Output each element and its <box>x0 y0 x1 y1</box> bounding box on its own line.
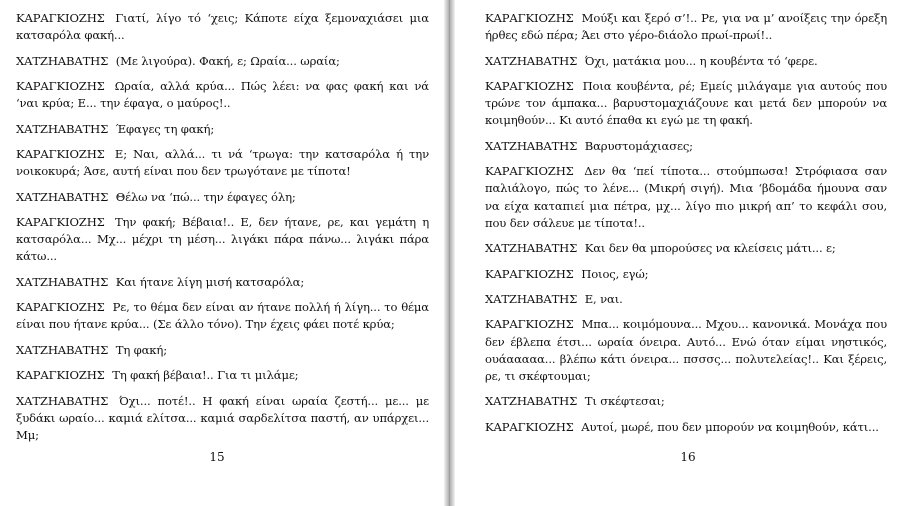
speaker-name: ΧΑΤΖΗΑΒΑΤΗΣ <box>16 189 109 204</box>
speaker-name: ΧΑΤΖΗΑΒΑΤΗΣ <box>485 241 578 256</box>
dialogue-line <box>485 138 887 155</box>
right-page-text <box>485 10 887 444</box>
speaker-name: ΚΑΡΑΓΚΙΟΖΗΣ <box>16 78 105 93</box>
dialogue-line <box>485 266 887 283</box>
speaker-name: ΚΑΡΑΓΚΙΟΖΗΣ <box>485 419 574 434</box>
dialogue-text: Ε; Ναι, αλλά... τι νά ‘τρωγα: την κατσαρόλα ή την νοικοκυρά; Άσε, αυτή είναι που δεν τρωγότανε με τίποτα! <box>16 146 429 179</box>
dialogue-line <box>485 419 887 436</box>
dialogue-text: Και ήτανε λίγη μισή κατσαρόλα; <box>115 274 305 289</box>
speaker-name: ΧΑΤΖΗΑΒΑΤΗΣ <box>485 291 578 306</box>
dialogue-line <box>16 299 429 333</box>
page-number: 15 <box>209 450 225 464</box>
dialogue-line <box>485 10 887 44</box>
speaker-name: ΚΑΡΑΓΚΙΟΖΗΣ <box>16 300 105 315</box>
dialogue-text: Τη φακή; <box>115 342 167 357</box>
dialogue-line <box>485 240 887 257</box>
dialogue-line <box>16 367 429 384</box>
dialogue-line <box>16 274 429 291</box>
speaker-name: ΚΑΡΑΓΚΙΟΖΗΣ <box>485 317 574 332</box>
speaker-name: ΧΑΤΖΗΑΒΑΤΗΣ <box>16 393 109 408</box>
dialogue-text: Όχι, ματάκια μου... η κουβέντα τό ‘φερε. <box>584 53 818 68</box>
dialogue-text: Τη φακή βέβαια!.. Για τι μιλάμε; <box>112 368 299 383</box>
dialogue-line <box>16 10 429 44</box>
dialogue-text: Ε, ναι. <box>584 291 623 306</box>
dialogue-text: Μπα... κοιμόμουνα... Μχου... κανονικά. Μονάχα που δεν έβλεπα έτσι... ωραία όνειρα. Αυτό... Ενώ όταν είμαι νηστικός, ουάααααα... βλέπω κάτι όνειρα... πσσσς... πολυτελείας!.. Και ξέρεις, ρε, τι σκέφτουμαι; <box>485 317 887 383</box>
dialogue-text: Ποιος, εγώ; <box>581 266 649 281</box>
dialogue-text: Ρε, το θέμα δεν είναι αν ήτανε πολλή ή λίγη... το θέμα είναι που ήτανε κρύα... (Σε άλλο τόνο). Την έχεις φάει ποτέ κρύα; <box>16 300 429 332</box>
dialogue-text: Δεν θα ‘πεί τίποτα... στούμπωσα! Στρόφιασα σαν παλιάλογο, πώς το λένε... (Μικρή σιγή). Μια ‘βδομάδα ήμουνα σαν να είχα καταπιεί μια πέτρα, μχ... λίγο πιο μικρή απ’ το κεφάλι σου, που δεν σάλευε με τίποτα!.. <box>485 164 887 230</box>
dialogue-line <box>485 78 887 130</box>
dialogue-text: Ποια κουβέντα, ρέ; Εμείς μιλάγαμε για αυτούς που τρώνε τον άμπακα... βαρυστομαχιάζουνε και μετά δεν μπορούν να κοιμηθούν... Κι αυτό έπαθα κι εγώ με τη φακή. <box>485 78 887 128</box>
speaker-name: ΚΑΡΑΓΚΙΟΖΗΣ <box>485 11 574 25</box>
left-page <box>0 0 444 506</box>
dialogue-line <box>485 163 887 232</box>
dialogue-text: Τι σκέφτεσαι; <box>584 394 665 409</box>
right-page <box>455 0 901 506</box>
speaker-name: ΚΑΡΑΓΚΙΟΖΗΣ <box>16 11 105 25</box>
dialogue-text: Έφαγες τη φακή; <box>115 121 215 136</box>
dialogue-line <box>16 121 429 138</box>
speaker-name: ΧΑΤΖΗΑΒΑΤΗΣ <box>16 274 109 289</box>
speaker-name: ΧΑΤΖΗΑΒΑΤΗΣ <box>485 394 578 409</box>
dialogue-text: Βαρυστομάχιασες; <box>584 138 693 153</box>
dialogue-line <box>485 393 887 410</box>
dialogue-text: Όχι... ποτέ!.. Η φακή είναι ωραία ζεστή... με... με ξυδάκι ωραίο... καμιά ελίτσα... καμιά σαρδελίτσα παστή, αν υπάρχει... Μμ; <box>16 393 429 442</box>
dialogue-line <box>485 291 887 308</box>
speaker-name: ΧΑΤΖΗΑΒΑΤΗΣ <box>16 342 109 357</box>
dialogue-line <box>16 146 429 180</box>
speaker-name: ΧΑΤΖΗΑΒΑΤΗΣ <box>16 53 109 68</box>
speaker-name: ΚΑΡΑΓΚΙΟΖΗΣ <box>16 146 105 161</box>
dialogue-text: Μούξι και ξερό σ’!.. Ρε, για να μ’ ανοίξεις την όρεξη ήρθες εδώ πέρα; Άει στο γέρο-διάολο πρωί-πρωί!.. <box>485 11 887 43</box>
dialogue-line <box>16 342 429 359</box>
page-number: 16 <box>680 450 696 464</box>
dialogue-text: Γιατί, λίγο τό ‘χεις; Κάποτε είχα ξεμοναχιάσει μια κατσαρόλα φακή... <box>16 11 429 43</box>
dialogue-text: Θέλω να ‘πώ... την έφαγες όλη; <box>115 189 296 204</box>
dialogue-line <box>485 53 887 70</box>
dialogue-line <box>485 316 887 385</box>
speaker-name: ΚΑΡΑΓΚΙΟΖΗΣ <box>485 78 574 93</box>
page-gutter <box>444 0 455 506</box>
dialogue-line <box>16 53 429 70</box>
speaker-name: ΚΑΡΑΓΚΙΟΖΗΣ <box>16 214 105 229</box>
dialogue-line <box>16 393 429 445</box>
left-page-text <box>16 10 429 452</box>
dialogue-line <box>16 214 429 266</box>
dialogue-text: Και δεν θα μπορούσες να κλείσεις μάτι... ε; <box>584 241 836 256</box>
speaker-name: ΚΑΡΑΓΚΙΟΖΗΣ <box>485 164 574 179</box>
speaker-name: ΧΑΤΖΗΑΒΑΤΗΣ <box>485 138 578 153</box>
dialogue-line <box>16 78 429 112</box>
speaker-name: ΧΑΤΖΗΑΒΑΤΗΣ <box>485 53 578 68</box>
speaker-name: ΚΑΡΑΓΚΙΟΖΗΣ <box>16 368 105 383</box>
dialogue-text: Αυτοί, μωρέ, που δεν μπορούν να κοιμηθούν, κάτι... <box>581 419 879 434</box>
dialogue-text: Ωραία, αλλά κρύα... Πώς λέει: να φας φακή και νά ‘ναι κρύα; Ε... την έφαγα, ο μαύρος!.. <box>16 78 429 111</box>
dialogue-line <box>16 189 429 206</box>
speaker-name: ΚΑΡΑΓΚΙΟΖΗΣ <box>485 266 574 281</box>
dialogue-text: (Με λιγούρα). Φακή, ε; Ωραία... ωραία; <box>115 53 340 68</box>
speaker-name: ΧΑΤΖΗΑΒΑΤΗΣ <box>16 121 109 136</box>
dialogue-text: Την φακή; Βέβαια!.. Ε, δεν ήτανε, ρε, και γεμάτη η κατσαρόλα... Μχ... μέχρι τη μέση... λιγάκι πάρα πάνω... λιγάκι πάρα κάτω... <box>16 214 429 264</box>
